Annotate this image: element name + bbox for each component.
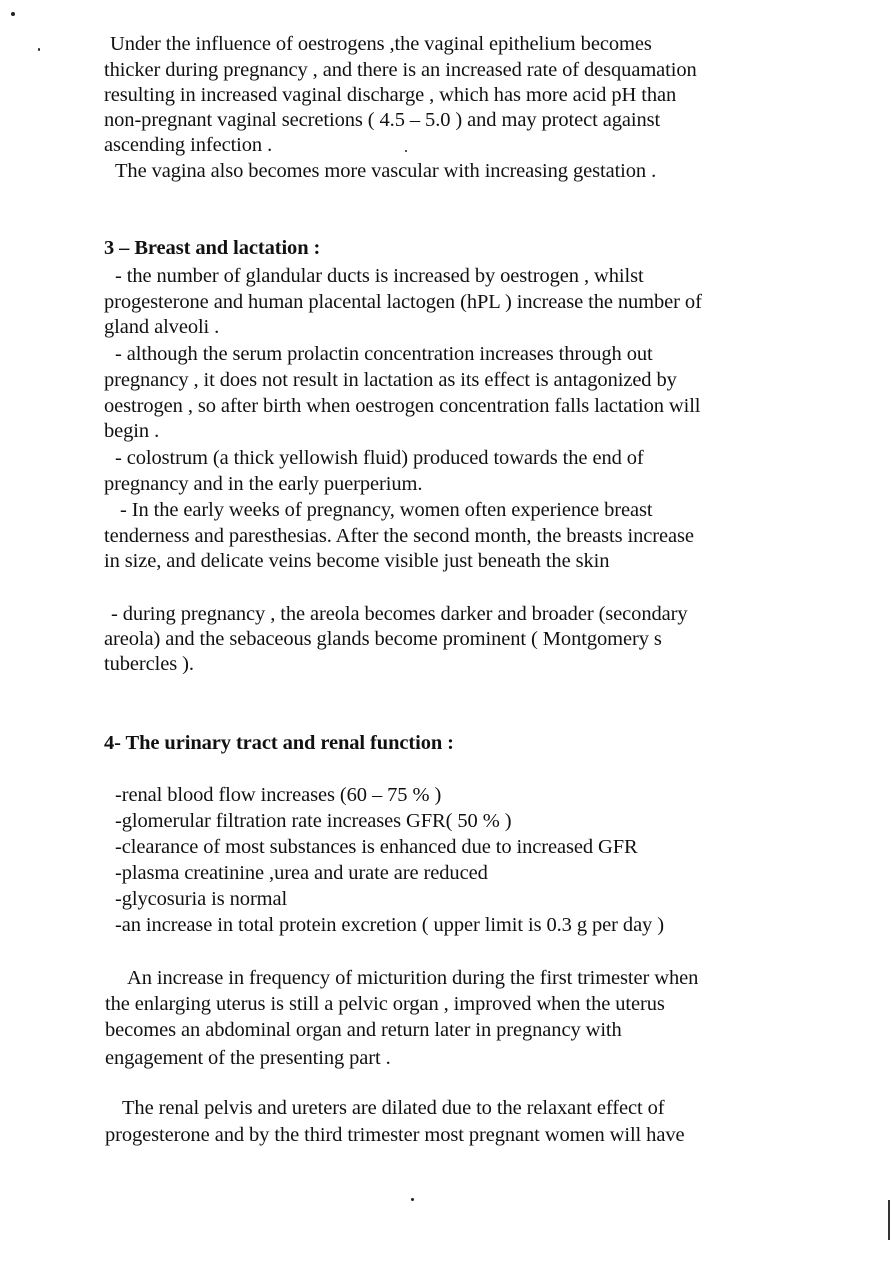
list-item: -plasma creatinine ,urea and urate are reduced: [115, 862, 488, 884]
text-line: Under the influence of oestrogens ,the vaginal epithelium becomes: [110, 33, 652, 55]
text-line: resulting in increased vaginal discharge , which has more acid pH than: [104, 84, 677, 106]
text-line: the enlarging uterus is still a pelvic organ , improved when the uterus: [105, 993, 665, 1015]
text-line: pregnancy and in the early puerperium.: [104, 473, 423, 495]
list-item: -clearance of most substances is enhanced due to increased GFR: [115, 836, 638, 858]
section-heading: 4- The urinary tract and renal function :: [104, 732, 454, 754]
scan-edge-mark: [888, 1200, 890, 1240]
list-item: -glycosuria is normal: [115, 888, 288, 910]
scan-speck: [405, 150, 407, 152]
text-line: - colostrum (a thick yellowish fluid) produced towards the end of: [115, 447, 644, 469]
text-line: An increase in frequency of micturition during the first trimester when: [127, 967, 699, 989]
text-line: progesterone and by the third trimester most pregnant women will have: [105, 1124, 685, 1146]
list-item: -renal blood flow increases (60 – 75 % ): [115, 784, 442, 806]
text-line: tenderness and paresthesias. After the second month, the breasts increase: [104, 525, 694, 547]
text-line: engagement of the presenting part .: [105, 1047, 391, 1069]
text-line: ascending infection .: [104, 134, 273, 156]
text-line: pregnancy , it does not result in lactation as its effect is antagonized by: [104, 369, 677, 391]
scan-speck: [411, 1198, 414, 1201]
text-line: becomes an abdominal organ and return later in pregnancy with: [105, 1019, 622, 1041]
scan-speck: [11, 12, 15, 16]
text-line: areola) and the sebaceous glands become prominent ( Montgomery s: [104, 628, 662, 650]
list-item: -an increase in total protein excretion ( upper limit is 0.3 g per day ): [115, 914, 664, 936]
text-line: begin .: [104, 420, 160, 442]
text-line: thicker during pregnancy , and there is an increased rate of desquamation: [104, 59, 697, 81]
text-line: oestrogen , so after birth when oestrogen concentration falls lactation will: [104, 395, 701, 417]
text-line: - although the serum prolactin concentration increases through out: [115, 343, 653, 365]
text-line: gland alveoli .: [104, 316, 220, 338]
text-line: - In the early weeks of pregnancy, women often experience breast: [120, 499, 653, 521]
text-line: progesterone and human placental lactogen (hPL ) increase the number of: [104, 291, 702, 313]
text-line: non-pregnant vaginal secretions ( 4.5 – 5.0 ) and may protect against: [104, 109, 661, 131]
list-item: -glomerular filtration rate increases GFR( 50 % ): [115, 810, 512, 832]
text-line: - the number of glandular ducts is increased by oestrogen , whilst: [115, 265, 644, 287]
text-line: - during pregnancy , the areola becomes darker and broader (secondary: [111, 603, 688, 625]
text-line: The vagina also becomes more vascular with increasing gestation .: [115, 160, 657, 182]
text-line: tubercles ).: [104, 653, 194, 675]
text-line: in size, and delicate veins become visible just beneath the skin: [104, 550, 610, 572]
text-line: The renal pelvis and ureters are dilated due to the relaxant effect of: [122, 1097, 665, 1119]
scan-speck: [38, 48, 40, 51]
section-heading: 3 – Breast and lactation :: [104, 237, 321, 259]
